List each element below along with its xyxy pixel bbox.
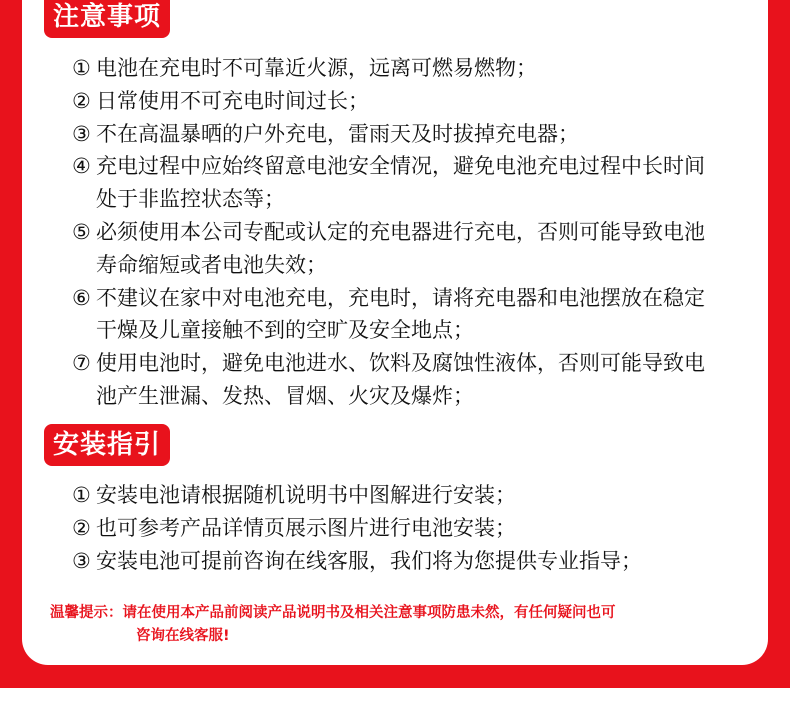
item-number: ② bbox=[72, 515, 91, 540]
warm-tip bbox=[50, 602, 740, 648]
section-title-precautions: 注意事项 bbox=[44, 0, 170, 38]
list-item bbox=[72, 150, 718, 216]
list-item bbox=[72, 85, 718, 118]
tip-label: 温馨提示： bbox=[50, 605, 123, 621]
item-number: ⑤ bbox=[72, 219, 91, 244]
item-number: ③ bbox=[72, 548, 91, 573]
list-item bbox=[72, 512, 718, 545]
section-title-installation: 安装指引 bbox=[44, 424, 170, 466]
list-item bbox=[72, 282, 718, 348]
item-text: 日常使用不可充电时间过长； bbox=[96, 88, 369, 113]
list-item bbox=[72, 216, 718, 282]
item-number: ④ bbox=[72, 154, 91, 179]
item-text: 不建议在家中对电池充电，充电时，请将充电器和电池摆放在稳定干燥及儿童接触不到的空旷及安全地点； bbox=[96, 285, 705, 343]
item-text: 必须使用本公司专配或认定的充电器进行充电，否则可能导致电池寿命缩短或者电池失效； bbox=[96, 219, 705, 277]
item-text: 安装电池请根据随机说明书中图解进行安装； bbox=[96, 483, 516, 507]
installation-list bbox=[72, 479, 718, 577]
item-number: ③ bbox=[72, 121, 91, 146]
list-item bbox=[72, 545, 718, 578]
item-text: 安装电池可提前咨询在线客服，我们将为您提供专业指导； bbox=[96, 548, 642, 573]
item-text: 充电过程中应始终留意电池安全情况，避免电池充电过程中长时间处于非监控状态等； bbox=[96, 154, 705, 212]
list-item bbox=[72, 347, 718, 413]
item-number: ① bbox=[72, 56, 91, 80]
list-item bbox=[72, 118, 718, 151]
item-text: 电池在充电时不可靠近火源，远离可燃易燃物； bbox=[96, 56, 537, 80]
precautions-list bbox=[72, 52, 718, 413]
item-number: ① bbox=[72, 483, 91, 507]
item-number: ⑥ bbox=[72, 285, 91, 310]
list-item bbox=[72, 479, 718, 512]
item-text: 也可参考产品详情页展示图片进行电池安装； bbox=[96, 515, 516, 540]
item-number: ⑦ bbox=[72, 351, 91, 376]
item-text: 不在高温暴晒的户外充电，雷雨天及时拔掉充电器； bbox=[96, 121, 579, 146]
tip-text: 请在使用本产品前阅读产品说明书及相关注意事项防患未然，有任何疑问也可 bbox=[122, 605, 616, 621]
tip-text-continued: 咨询在线客服! bbox=[136, 628, 230, 644]
item-number: ② bbox=[72, 88, 91, 113]
list-item bbox=[72, 52, 718, 85]
item-text: 使用电池时，避免电池进水、饮料及腐蚀性液体，否则可能导致电池产生泄漏、发热、冒烟、火灾及爆炸； bbox=[96, 351, 705, 408]
